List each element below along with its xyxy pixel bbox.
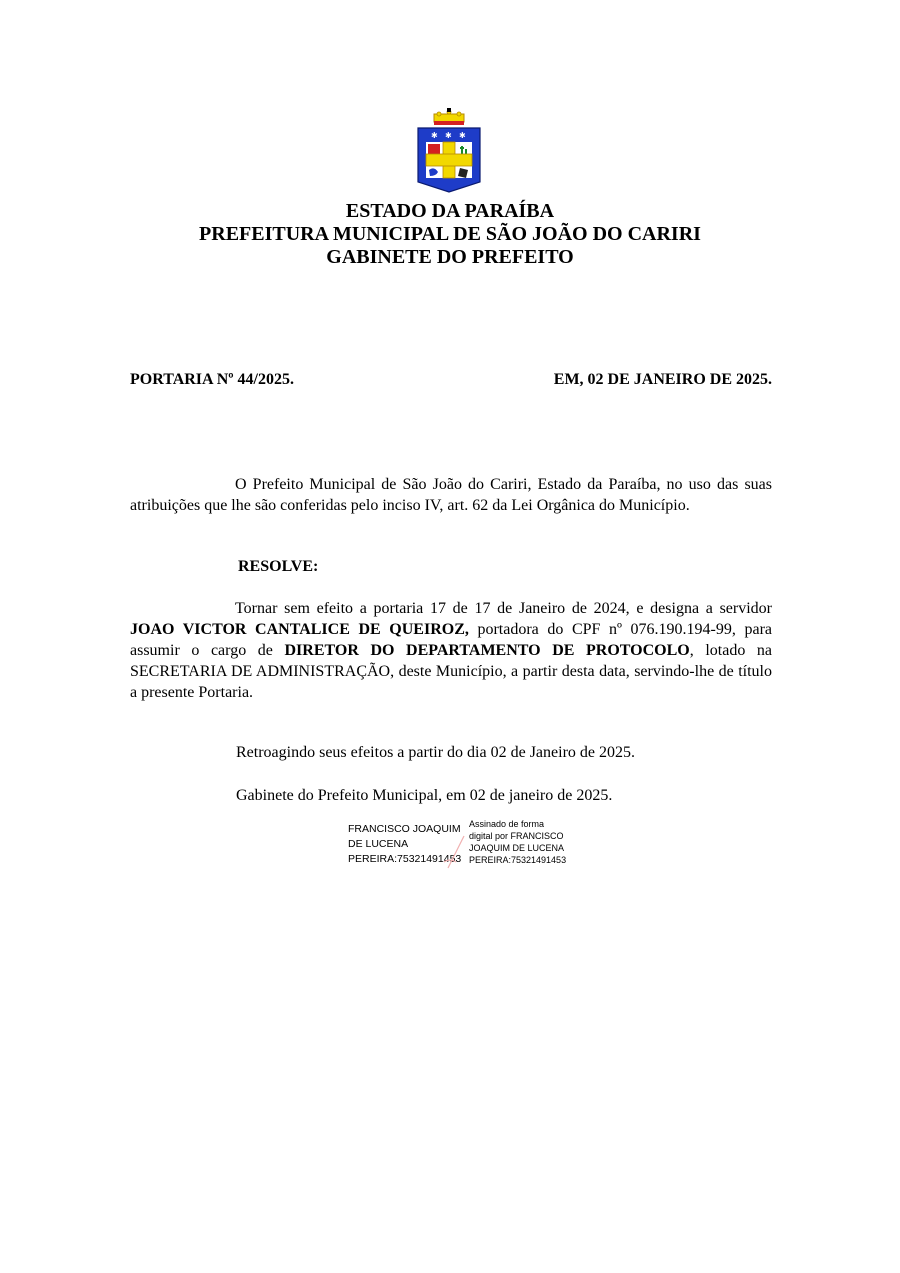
header-state: ESTADO DA PARAÍBA [345, 200, 555, 222]
sig-detail-line-4: PEREIRA:75321491453 [469, 855, 567, 865]
svg-text:✱: ✱ [459, 131, 466, 140]
header-prefeitura: PREFEITURA MUNICIPAL DE SÃO JOÃO DO CARIRI [199, 223, 701, 245]
signer-line-2: DE LUCENA [348, 838, 409, 850]
servant-name: JOAO VICTOR CANTALICE DE QUEIROZ, [130, 621, 469, 638]
signer-line-3: PEREIRA:75321491453 [348, 853, 462, 865]
svg-text:✱: ✱ [445, 131, 452, 140]
resolution-text-b: portadora do CPF nº 076.190.194-99, para assumir o cargo de [130, 621, 773, 659]
intro-paragraph [130, 474, 772, 516]
role-title: DIRETOR DO DEPARTAMENTO DE PROTOCOLO [284, 642, 690, 659]
portaria-date: EM, 02 DE JANEIRO DE 2025. [553, 371, 772, 388]
svg-text:✱: ✱ [431, 131, 438, 140]
signer-line-1: FRANCISCO JOAQUIM [348, 823, 461, 835]
document-header [0, 200, 900, 269]
resolution-text-a: Tornar sem efeito a portaria 17 de 17 de Janeiro de 2024, e designa a servidor [235, 600, 772, 617]
portaria-number: PORTARIA Nº 44/2025. [130, 371, 294, 388]
intro-text: O Prefeito Municipal de São João do Cariri, Estado da Paraíba, no uso das suas atribuições que lhe são conferidas pelo inciso IV, art. 62 da Lei Orgânica do Município. [130, 476, 772, 514]
gabinete-date-paragraph: Gabinete do Prefeito Municipal, em 02 de janeiro de 2025. [236, 787, 613, 804]
municipal-coat-of-arms-icon [414, 108, 484, 194]
resolution-text-c: , lotado na SECRETARIA DE ADMINISTRAÇÃO, deste Município, a partir desta data, servindo-lhe de título a presente Portaria. [130, 642, 773, 701]
signature-stroke-icon [434, 832, 470, 872]
header-gabinete: GABINETE DO PREFEITO [326, 246, 574, 268]
sig-detail-line-2: digital por FRANCISCO [469, 831, 564, 841]
sig-detail-line-1: Assinado de forma [469, 819, 545, 829]
resolve-heading: RESOLVE: [238, 558, 319, 575]
sig-detail-line-3: JOAQUIM DE LUCENA [469, 843, 565, 853]
resolution-paragraph [130, 598, 772, 703]
signature-details [469, 818, 566, 866]
retroactive-paragraph: Retroagindo seus efeitos a partir do dia 02 de Janeiro de 2025. [236, 744, 635, 761]
digital-signature-block [348, 818, 588, 870]
